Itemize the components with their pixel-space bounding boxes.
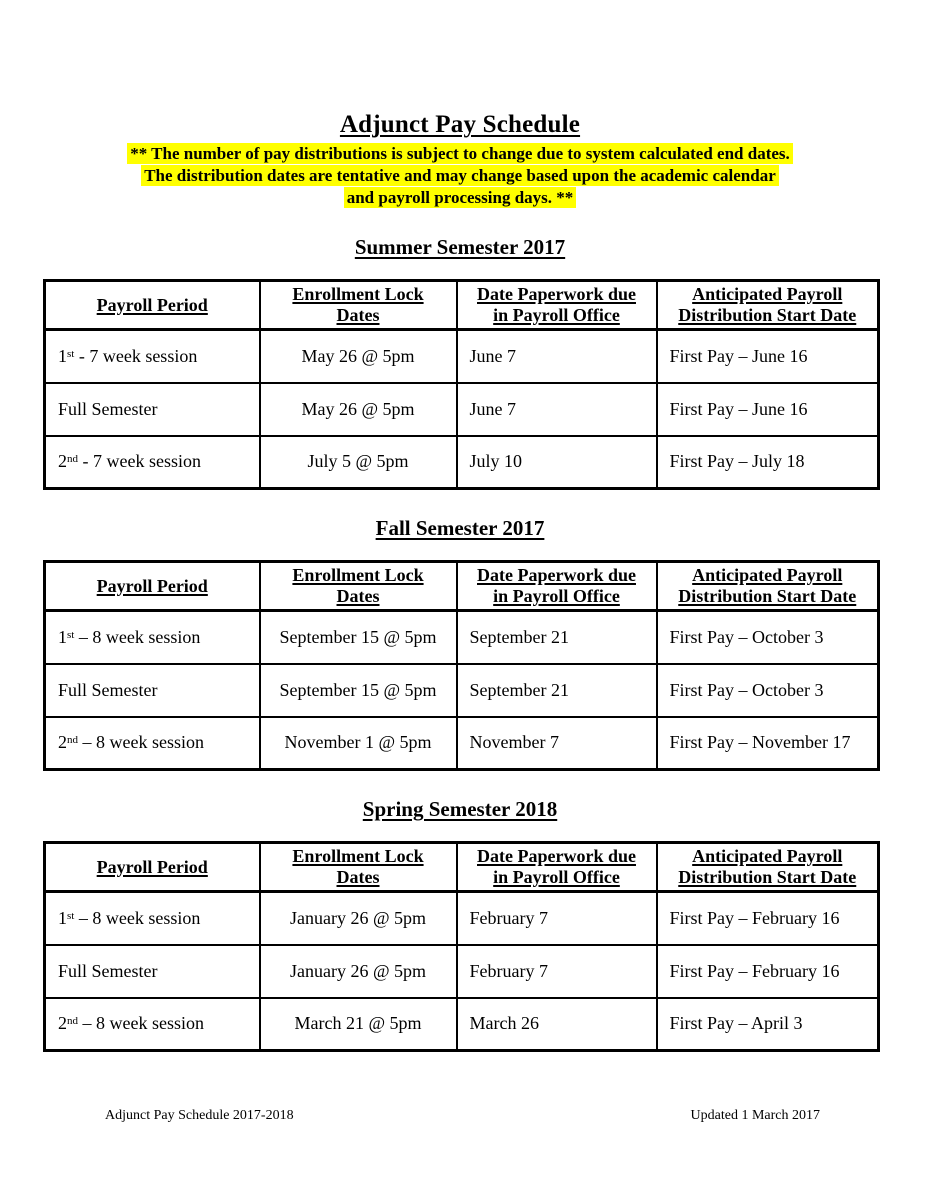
cell-paperwork-due: March 26 — [457, 998, 657, 1051]
period-number: 2 — [58, 1013, 67, 1034]
col-header-distribution-start: Anticipated Payroll Distribution Start Date — [657, 843, 879, 892]
cell-distribution-start: First Pay – October 3 — [657, 611, 879, 664]
period-number: 2 — [58, 732, 67, 753]
cell-paperwork-due: February 7 — [457, 945, 657, 998]
cell-distribution-start: First Pay – June 16 — [657, 383, 879, 436]
table-row — [45, 330, 879, 383]
period-number: 2 — [58, 451, 67, 472]
cell-enrollment-lock: September 15 @ 5pm — [260, 664, 457, 717]
period-number: 1 — [58, 907, 67, 928]
table-header-row — [45, 562, 879, 611]
col-header-enrollment-lock-dates: Enrollment Lock Dates — [260, 562, 457, 611]
section-fall — [43, 516, 877, 771]
cell-distribution-start: First Pay – April 3 — [657, 998, 879, 1051]
section-spring — [43, 797, 877, 1052]
period-number: 1 — [58, 626, 67, 647]
period-text: – 8 week session — [74, 907, 201, 928]
table-row — [45, 664, 879, 717]
cell-distribution-start: First Pay – February 16 — [657, 892, 879, 945]
footer-updated-date: Updated 1 March 2017 — [690, 1108, 820, 1123]
notice-line — [43, 143, 877, 165]
cell-enrollment-lock: July 5 @ 5pm — [260, 436, 457, 489]
cell-paperwork-due: November 7 — [457, 717, 657, 770]
period-number: 1 — [58, 345, 67, 366]
cell-distribution-start: First Pay – November 17 — [657, 717, 879, 770]
ordinal-suffix: nd — [67, 734, 78, 747]
period-number: Full Semester — [58, 398, 158, 419]
col-header-paperwork-due: Date Paperwork due in Payroll Office — [457, 562, 657, 611]
highlighted-text: and payroll processing days. ** — [344, 187, 577, 208]
cell-payroll-period — [45, 998, 260, 1051]
ordinal-suffix: st — [67, 628, 75, 641]
cell-enrollment-lock: January 26 @ 5pm — [260, 945, 457, 998]
table-row — [45, 945, 879, 998]
notice-block — [43, 143, 877, 209]
cell-paperwork-due: June 7 — [457, 383, 657, 436]
ordinal-suffix: st — [67, 347, 75, 360]
col-header-payroll-period: Payroll Period — [45, 281, 260, 330]
col-header-distribution-start: Anticipated Payroll Distribution Start Date — [657, 281, 879, 330]
ordinal-suffix: nd — [67, 453, 78, 466]
cell-payroll-period — [45, 717, 260, 770]
highlighted-text: The distribution dates are tentative and may change based upon the academic calendar — [141, 165, 779, 186]
cell-payroll-period — [45, 383, 260, 436]
ordinal-suffix: st — [67, 909, 75, 922]
cell-payroll-period — [45, 611, 260, 664]
table-row — [45, 383, 879, 436]
cell-enrollment-lock: May 26 @ 5pm — [260, 383, 457, 436]
summer-pay-table — [43, 279, 880, 490]
cell-payroll-period — [45, 664, 260, 717]
section-title-spring: Spring Semester 2018 — [362, 797, 558, 821]
highlighted-text: ** The number of pay distributions is subject to change due to system calculated end dates. — [127, 143, 793, 164]
table-header-row — [45, 281, 879, 330]
spring-pay-table — [43, 841, 880, 1052]
cell-enrollment-lock: September 15 @ 5pm — [260, 611, 457, 664]
fall-pay-table — [43, 560, 880, 771]
cell-distribution-start: First Pay – June 16 — [657, 330, 879, 383]
table-row — [45, 611, 879, 664]
col-header-distribution-start: Anticipated Payroll Distribution Start Date — [657, 562, 879, 611]
period-number: Full Semester — [58, 960, 158, 981]
cell-paperwork-due: July 10 — [457, 436, 657, 489]
section-summer — [43, 235, 877, 490]
cell-distribution-start: First Pay – July 18 — [657, 436, 879, 489]
section-title-summer: Summer Semester 2017 — [354, 235, 566, 259]
col-header-payroll-period: Payroll Period — [45, 562, 260, 611]
table-row — [45, 436, 879, 489]
notice-line — [43, 165, 877, 187]
page-title-text: Adjunct Pay Schedule — [339, 111, 581, 138]
table-header-row — [45, 843, 879, 892]
cell-enrollment-lock: May 26 @ 5pm — [260, 330, 457, 383]
table-row — [45, 998, 879, 1051]
table-row — [45, 717, 879, 770]
table-row — [45, 892, 879, 945]
col-header-payroll-period: Payroll Period — [45, 843, 260, 892]
cell-payroll-period — [45, 892, 260, 945]
cell-payroll-period — [45, 436, 260, 489]
page-title — [43, 110, 877, 140]
cell-paperwork-due: September 21 — [457, 611, 657, 664]
section-title-fall: Fall Semester 2017 — [375, 516, 545, 540]
cell-distribution-start: First Pay – October 3 — [657, 664, 879, 717]
cell-payroll-period — [45, 330, 260, 383]
footer-document-name: Adjunct Pay Schedule 2017-2018 — [105, 1108, 294, 1123]
period-text: – 8 week session — [78, 732, 204, 753]
col-header-paperwork-due: Date Paperwork due in Payroll Office — [457, 281, 657, 330]
cell-enrollment-lock: November 1 @ 5pm — [260, 717, 457, 770]
period-text: - 7 week session — [78, 451, 201, 472]
cell-paperwork-due: September 21 — [457, 664, 657, 717]
page-content — [43, 0, 877, 1052]
period-text: – 8 week session — [74, 626, 201, 647]
period-text: – 8 week session — [78, 1013, 204, 1034]
col-header-enrollment-lock-dates: Enrollment Lock Dates — [260, 281, 457, 330]
ordinal-suffix: nd — [67, 1015, 78, 1028]
cell-distribution-start: First Pay – February 16 — [657, 945, 879, 998]
cell-enrollment-lock: January 26 @ 5pm — [260, 892, 457, 945]
cell-paperwork-due: February 7 — [457, 892, 657, 945]
period-number: Full Semester — [58, 679, 158, 700]
col-header-enrollment-lock-dates: Enrollment Lock Dates — [260, 843, 457, 892]
period-text: - 7 week session — [74, 345, 198, 366]
page-footer — [43, 1108, 877, 1124]
notice-line — [43, 187, 877, 209]
cell-payroll-period — [45, 945, 260, 998]
cell-enrollment-lock: March 21 @ 5pm — [260, 998, 457, 1051]
cell-paperwork-due: June 7 — [457, 330, 657, 383]
col-header-paperwork-due: Date Paperwork due in Payroll Office — [457, 843, 657, 892]
